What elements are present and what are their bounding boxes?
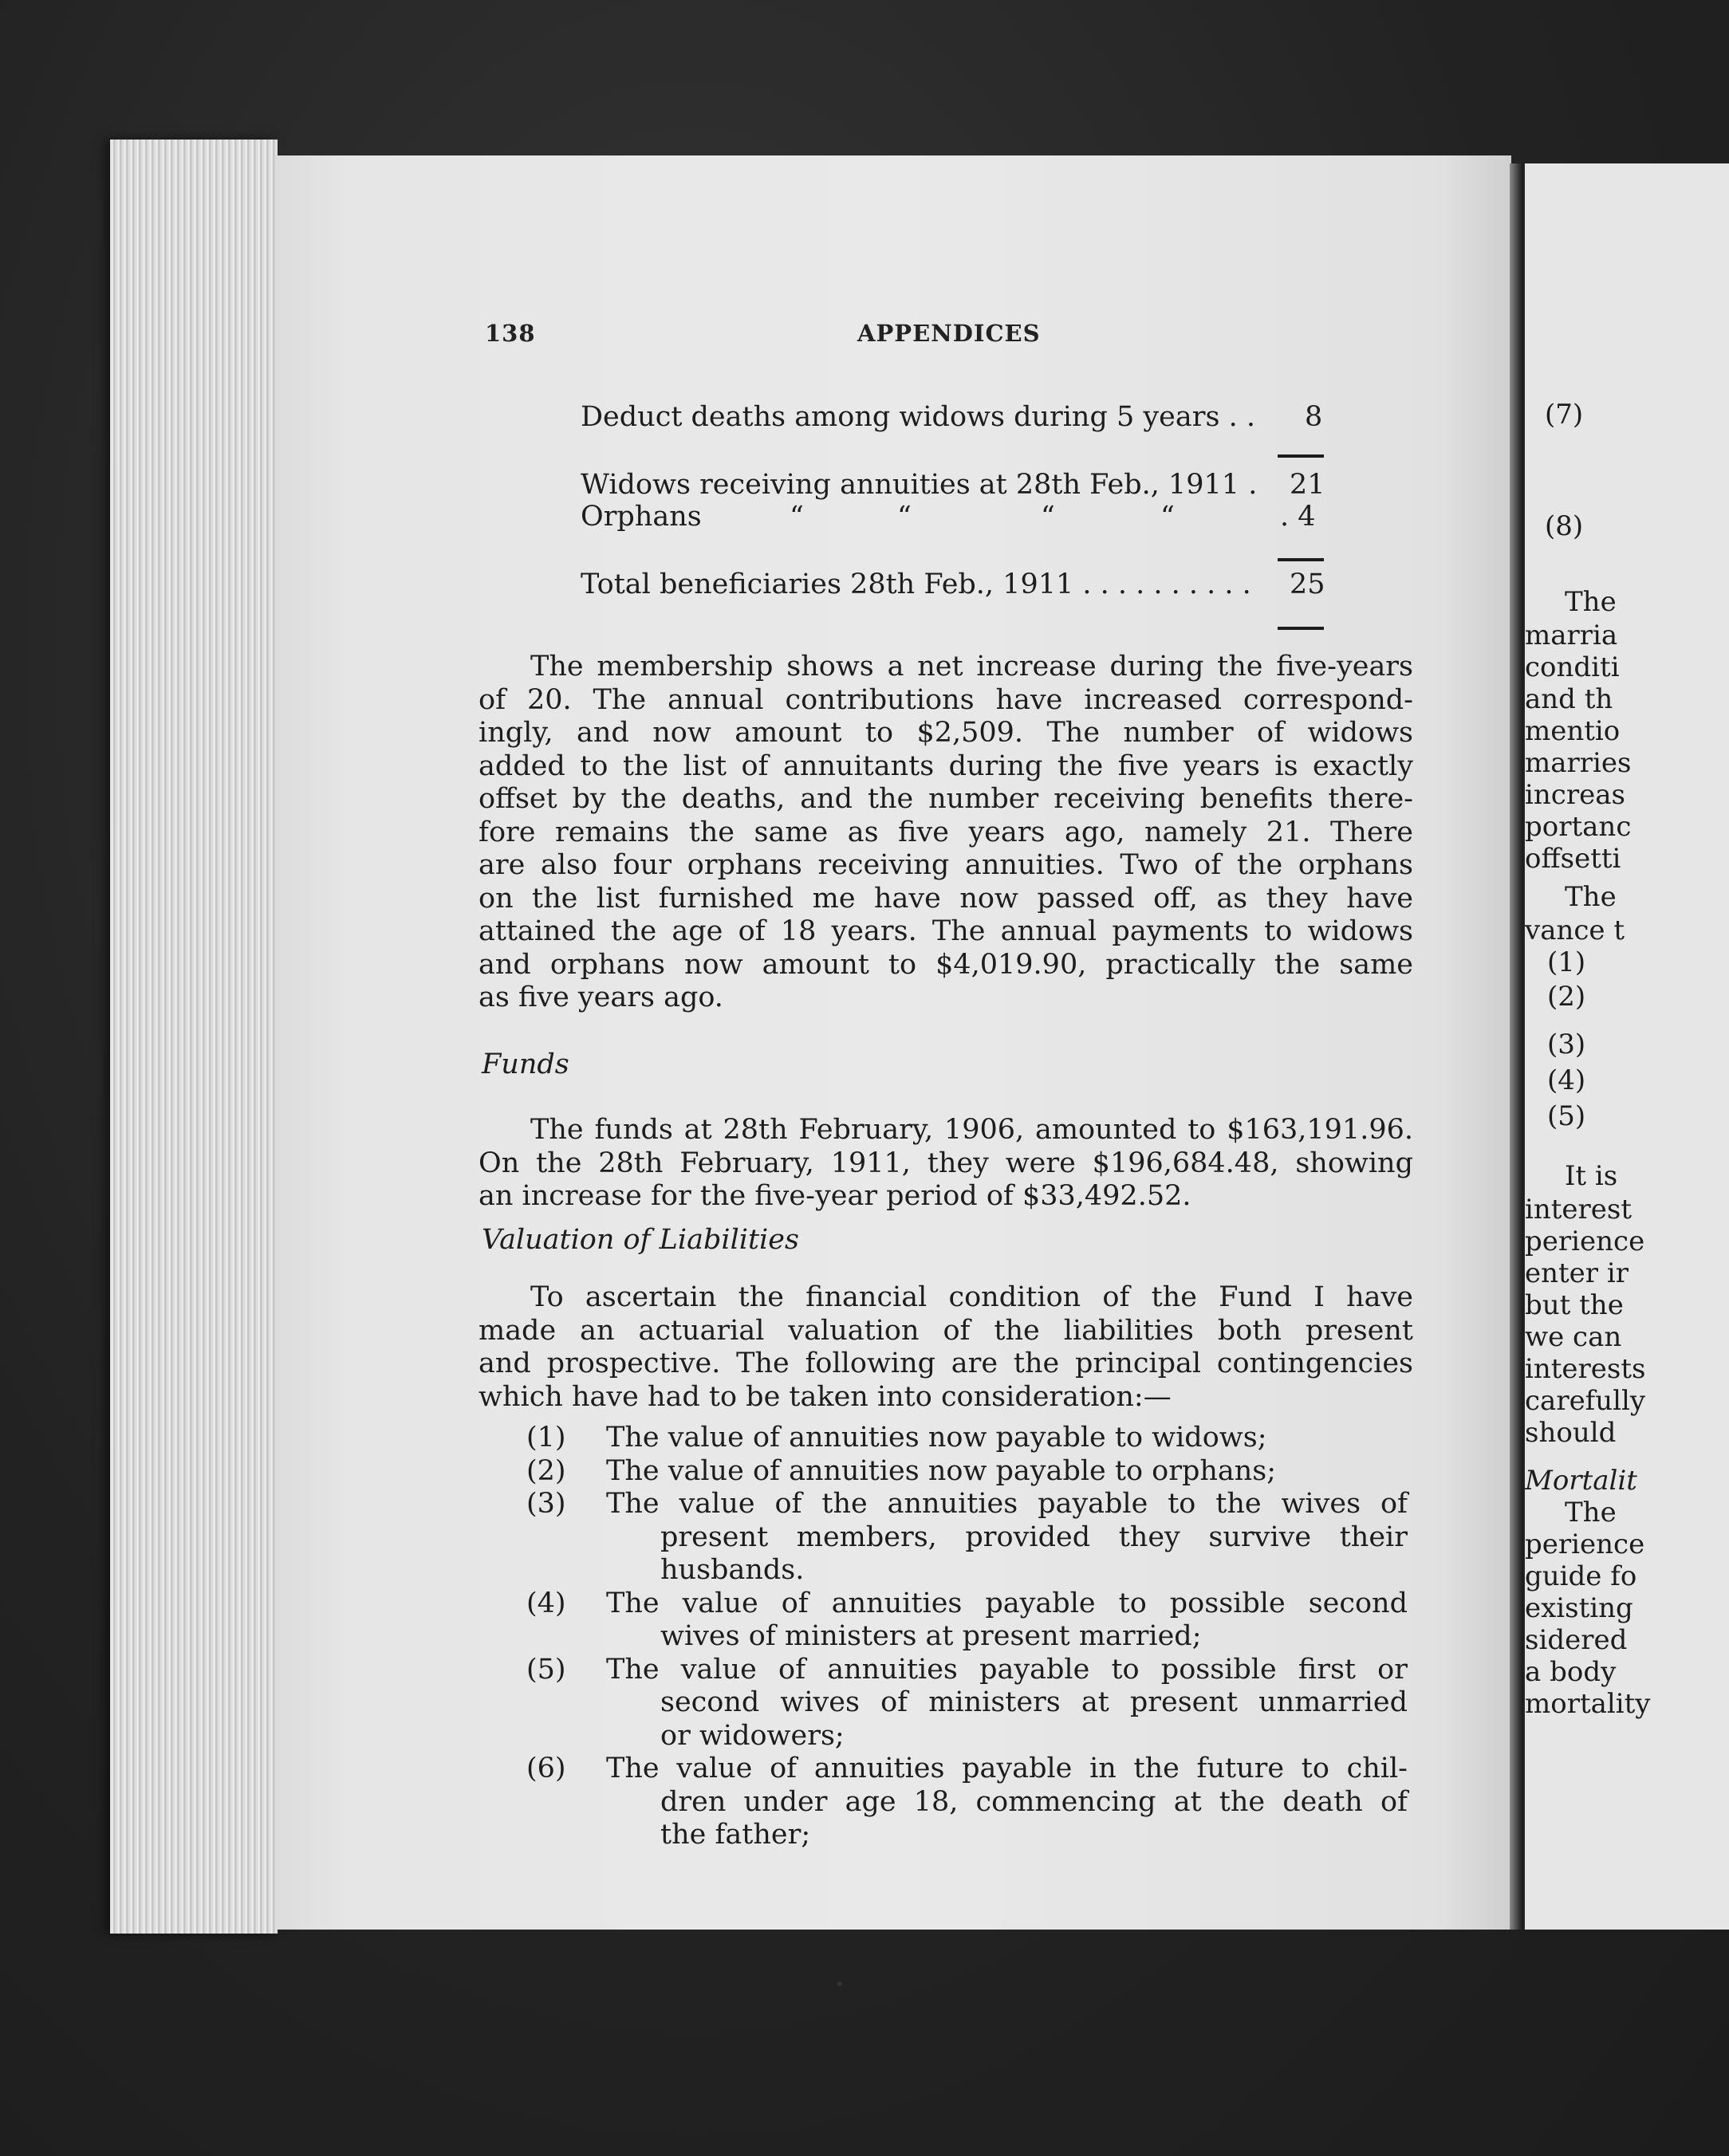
right-page-fragment: (3) [1547,1029,1586,1060]
list-item: (2) The value of annuities now payable to orphans; [526,1454,1277,1487]
list-item: (4) The value of annuities payable to possible second wives of ministers at present married; [526,1587,1408,1652]
right-page-fragment: Mortalit [1525,1465,1637,1497]
list-item: (3) The value of the annuities payable to the wives of present members, provided they survive their husbands. [526,1488,1408,1586]
right-page-fragment: should [1525,1417,1617,1449]
membership-paragraph: The membership shows a net increase during the five-years of 20. The annual contributions have increased correspond- ingly, and now amount to $2,509. The number of widows added to the list of annuitants during the five years is exactly offset by the deaths, and the number receiving benefits there- fore remains the same as five years ago, namely 21. There are also four orphans receiving annuities. Two of the orphans on the list furnished me have now passed off, as they have attained the age of 18 years. The annual payments to widows and orphans now amount to $4,019.90, practically the same as five years ago. [479,651,1413,1013]
right-page-fragment: but the [1525,1289,1624,1321]
right-page-fragment: existing [1525,1592,1633,1624]
list-item: (6) The value of annuities payable in the future to chil- dren under age 18, commencing at the death of the father; [526,1753,1408,1851]
sum-rule [1278,454,1324,458]
funds-paragraph: The funds at 28th February, 1906, amounted to $163,191.96. On the 28th February, 1911, they were $196,684.48, showing an increase for the five-year period of $33,492.52. [479,1114,1413,1212]
right-page-fragment: enter ir [1525,1257,1629,1289]
right-page-fragment: carefully [1525,1385,1646,1417]
right-page-fragment: (1) [1547,946,1586,978]
ditto-mark: “ [1041,501,1055,533]
right-page-fragment: (8) [1545,510,1584,542]
widows-label: Widows receiving annuities at 28th Feb., 1911 . [581,469,1258,501]
right-page-fragment: a body [1525,1656,1617,1688]
right-page-fragment: marries [1525,747,1632,779]
right-page-fragment: increas [1525,779,1625,811]
right-page-fragment: The [1565,1497,1617,1528]
deduct-label: Deduct deaths among widows during 5 years . . [581,401,1255,433]
right-page-fragment: mentio [1525,715,1621,747]
right-page-fragment: (2) [1547,981,1586,1013]
right-page-fragment: (5) [1547,1100,1586,1132]
list-item: (5) The value of annuities payable to possible first or second wives of ministers at present unmarried or widowers; [526,1653,1408,1752]
total-value: 25 [1290,569,1325,600]
ditto-mark: “ [790,501,804,533]
total-label: Total beneficiaries 28th Feb., 1911 . . . . . . . . . . [581,569,1251,600]
right-page-fragment: (7) [1545,399,1584,431]
sum-rule [1278,627,1324,630]
page-mark [837,1981,842,1986]
list-item: (1) The value of annuities now payable to widows; [526,1422,1267,1454]
right-page-fragment: portanc [1525,811,1632,843]
right-page-fragment: vance t [1525,915,1625,946]
right-page-fragment: sidered [1525,1624,1628,1656]
right-page-fragment: marria [1525,620,1618,651]
right-page-fragment: guide fo [1525,1560,1637,1592]
page-edges [110,140,278,1934]
running-title: APPENDICES [857,320,1041,347]
right-page-fragment: interests [1525,1353,1646,1385]
right-page [1525,163,1729,1930]
ditto-mark: “ [1160,501,1175,533]
right-page-fragment: It is [1565,1160,1618,1192]
valuation-heading: Valuation of Liabilities [482,1224,799,1256]
ditto-mark: “ [897,501,912,533]
valuation-paragraph: To ascertain the financial condition of the Fund I have made an actuarial valuation of the liabilities both present and prospective. The following are the principal contingencies which have had to be taken into consideration:— [479,1281,1413,1413]
contingencies-list [526,1422,1408,1852]
orphans-label: Orphans [581,501,702,533]
right-page-fragment: and th [1525,683,1613,715]
sum-rule [1278,558,1324,561]
deduct-value: 8 [1305,401,1323,433]
right-page-fragment: The [1565,881,1617,913]
funds-heading: Funds [482,1048,569,1080]
right-page-fragment: perience [1525,1528,1645,1560]
right-page-fragment: interest [1525,1194,1633,1226]
right-page-fragment: conditi [1525,651,1620,683]
page-number: 138 [485,320,536,347]
right-page-fragment: we can [1525,1321,1622,1353]
right-page-fragment: The [1565,586,1617,618]
right-page-fragment: perience [1525,1226,1645,1257]
orphans-value: . 4 [1280,501,1316,533]
widows-value: 21 [1290,469,1325,501]
right-page-fragment: mortality [1525,1688,1651,1720]
right-page-fragment: (4) [1547,1064,1586,1096]
right-page-fragment: offsetti [1525,843,1621,875]
